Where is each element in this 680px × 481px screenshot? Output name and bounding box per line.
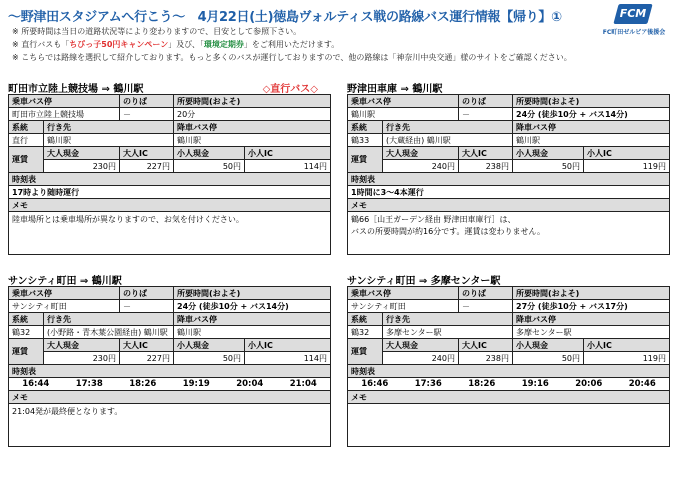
note-campaign: ※ 直行バスも「ちびっ子50円キャンペーン」及び、「環境定期券」をご利用いただけます。	[12, 40, 340, 49]
table-cell: メモ	[9, 391, 331, 404]
table-cell: 系統	[9, 121, 44, 134]
table-cell: 50円	[174, 352, 245, 365]
table-cell: 238円	[459, 160, 513, 173]
table-cell: 小人現金	[513, 339, 584, 352]
departure-time: 19:19	[182, 379, 210, 389]
table-cell: 所要時間(およそ)	[174, 287, 331, 300]
table-cell: 230円	[44, 160, 120, 173]
table-cell: サンシティ町田	[9, 300, 120, 313]
notes	[12, 25, 572, 64]
table-cell: 時刻表	[348, 365, 670, 378]
table-cell: 系統	[9, 313, 44, 326]
departure-time: 21:04	[289, 379, 317, 389]
table-cell: 小人現金	[174, 339, 245, 352]
table-cell: 227円	[120, 160, 174, 173]
table-cell: 50円	[513, 160, 584, 173]
route-panel-suncity-tsurukawa	[8, 272, 330, 447]
memo-text: 陸車場所とは乗車場所が異なりますので、お気を付けください。	[9, 212, 331, 255]
table-cell: 238円	[459, 352, 513, 365]
departure-time: 17:38	[75, 379, 103, 389]
table-cell: 系統	[348, 313, 383, 326]
route-panel-suncity-tamacenter	[347, 272, 669, 447]
table-cell: 大人IC	[120, 147, 174, 160]
memo-text: 21:04発が最終便となります。	[9, 404, 331, 447]
timetable-row	[348, 378, 670, 391]
table-cell: 大人IC	[459, 339, 513, 352]
table-cell: －	[120, 300, 174, 313]
table-cell: 行き先	[383, 121, 513, 134]
departure-time: 20:04	[236, 379, 264, 389]
timetable-row	[9, 378, 331, 391]
table-cell: 乗車バス停	[9, 287, 120, 300]
table-cell: 小人IC	[245, 147, 331, 160]
table-cell: 大人現金	[44, 147, 120, 160]
note-other-routes: ※ こちらでは路線を選択して紹介しております。もっと多くのバスが運行しておりますので、他の路線は「神奈川中央交通」様のサイトをご確認ください。	[12, 53, 572, 62]
table-cell: 小人現金	[513, 147, 584, 160]
timetable-text: 1時間に3～4本運行	[348, 186, 670, 199]
table-cell: 乗車バス停	[348, 287, 459, 300]
route-title: サンシティ町田 ⇒ 鶴川駅	[8, 276, 122, 287]
pass-highlight: 環境定期券	[203, 40, 244, 49]
table-cell: メモ	[348, 391, 670, 404]
table-cell: 運賃	[348, 339, 383, 365]
table-cell: 降車バス停	[174, 121, 331, 134]
table-cell: 鶴川駅	[348, 108, 459, 121]
table-cell: (小野路・青木葉公園経由) 鶴川駅	[44, 326, 174, 339]
table-cell: メモ	[348, 199, 670, 212]
table-cell: 降車バス停	[513, 121, 670, 134]
table-cell: のりば	[120, 95, 174, 108]
table-cell: 時刻表	[9, 365, 331, 378]
table-cell: サンシティ町田	[348, 300, 459, 313]
route-title: サンシティ町田 ⇒ 多摩センター駅	[347, 276, 501, 287]
table-cell: 多摩センター駅	[383, 326, 513, 339]
table-cell: 50円	[174, 160, 245, 173]
memo-text: 鶴66［山王ガーデン経由 野津田車庫行］は、 バスの所要時間が約16分です。運賃は変わりません。	[348, 212, 670, 255]
table-cell: 系統	[348, 121, 383, 134]
route-panel-machida-stadium	[8, 80, 330, 255]
table-cell: 20分	[174, 108, 331, 121]
table-cell: 小人IC	[245, 339, 331, 352]
table-cell: 114円	[245, 160, 331, 173]
table-cell: のりば	[459, 287, 513, 300]
table-cell: 大人IC	[120, 339, 174, 352]
table-cell: 所要時間(およそ)	[513, 287, 670, 300]
table-cell: 所要時間(およそ)	[174, 95, 331, 108]
table-cell: －	[120, 108, 174, 121]
table-cell: 50円	[513, 352, 584, 365]
fc-logo: FCM FC町田ゼルビア後援会	[594, 4, 674, 38]
departure-time: 19:16	[521, 379, 549, 389]
departure-time: 16:46	[361, 379, 389, 389]
table-cell: 227円	[120, 352, 174, 365]
table-cell: 大人IC	[459, 147, 513, 160]
table-cell: 直行	[9, 134, 44, 147]
table-cell: 運賃	[9, 339, 44, 365]
table-cell: 鶴32	[9, 326, 44, 339]
table-cell: 大人現金	[44, 339, 120, 352]
departure-time: 18:26	[129, 379, 157, 389]
table-cell: メモ	[9, 199, 331, 212]
table-cell: (大蔵経由) 鶴川駅	[383, 134, 513, 147]
departure-time: 20:06	[575, 379, 603, 389]
table-cell: 運賃	[348, 147, 383, 173]
table-cell: 行き先	[44, 313, 174, 326]
table-cell: 24分 (徒歩10分 + バス14分)	[513, 108, 670, 121]
table-cell: 小人現金	[174, 147, 245, 160]
table-cell: －	[459, 300, 513, 313]
table-cell: 大人現金	[383, 339, 459, 352]
departure-time: 20:46	[628, 379, 656, 389]
table-cell: 24分 (徒歩10分 + バス14分)	[174, 300, 331, 313]
table-cell: 降車バス停	[513, 313, 670, 326]
departure-time: 17:36	[414, 379, 442, 389]
departure-time: 16:44	[22, 379, 50, 389]
table-cell: －	[459, 108, 513, 121]
table-cell: 乗車バス停	[9, 95, 120, 108]
table-cell: 27分 (徒歩10分 + バス17分)	[513, 300, 670, 313]
table-cell: 行き先	[383, 313, 513, 326]
table-cell: 時刻表	[9, 173, 331, 186]
table-cell: 230円	[44, 352, 120, 365]
table-cell: 大人現金	[383, 147, 459, 160]
table-cell: 行き先	[44, 121, 174, 134]
table-cell: のりば	[459, 95, 513, 108]
direct-bus-tag: ◇直行バス◇	[262, 84, 318, 95]
page-title: ～野津田スタジアムへ行こう～ 4月22日(土)徳島ヴォルティス戦の路線バス運行情報【帰り】①	[8, 10, 562, 25]
note-duration: ※ 所要時間は当日の道路状況等により変わりますので、目安として参照下さい。	[12, 27, 302, 36]
route-title: 町田市立陸上競技場 ⇒ 鶴川駅 ◇直行バス◇	[8, 80, 330, 94]
departure-time: 18:26	[468, 379, 496, 389]
table-cell: 鶴川駅	[44, 134, 174, 147]
table-cell: 時刻表	[348, 173, 670, 186]
table-cell: 所要時間(およそ)	[513, 95, 670, 108]
table-cell: 119円	[584, 352, 670, 365]
timetable-text: 17時より随時運行	[9, 186, 331, 199]
table-cell: 乗車バス停	[348, 95, 459, 108]
route-panel-nozuta-garage	[347, 80, 669, 255]
table-cell: 240円	[383, 160, 459, 173]
stop-name: 町田市立陸上競技場	[9, 108, 120, 121]
table-cell: 鶴川駅	[174, 326, 331, 339]
table-cell: 小人IC	[584, 147, 670, 160]
table-cell: 119円	[584, 160, 670, 173]
route-title: 野津田車庫 ⇒ 鶴川駅	[347, 84, 443, 95]
table-cell: 鶴33	[348, 134, 383, 147]
table-cell: 鶴32	[348, 326, 383, 339]
campaign-highlight: ちびっ子50円キャンペーン	[69, 40, 169, 49]
table-cell: 運賃	[9, 147, 44, 173]
table-cell: 240円	[383, 352, 459, 365]
table-cell: 鶴川駅	[513, 134, 670, 147]
table-cell: 降車バス停	[174, 313, 331, 326]
table-cell: のりば	[120, 287, 174, 300]
table-cell: 114円	[245, 352, 331, 365]
table-cell: 鶴川駅	[174, 134, 331, 147]
table-cell: 小人IC	[584, 339, 670, 352]
memo-text	[348, 404, 670, 447]
table-cell: 多摩センター駅	[513, 326, 670, 339]
